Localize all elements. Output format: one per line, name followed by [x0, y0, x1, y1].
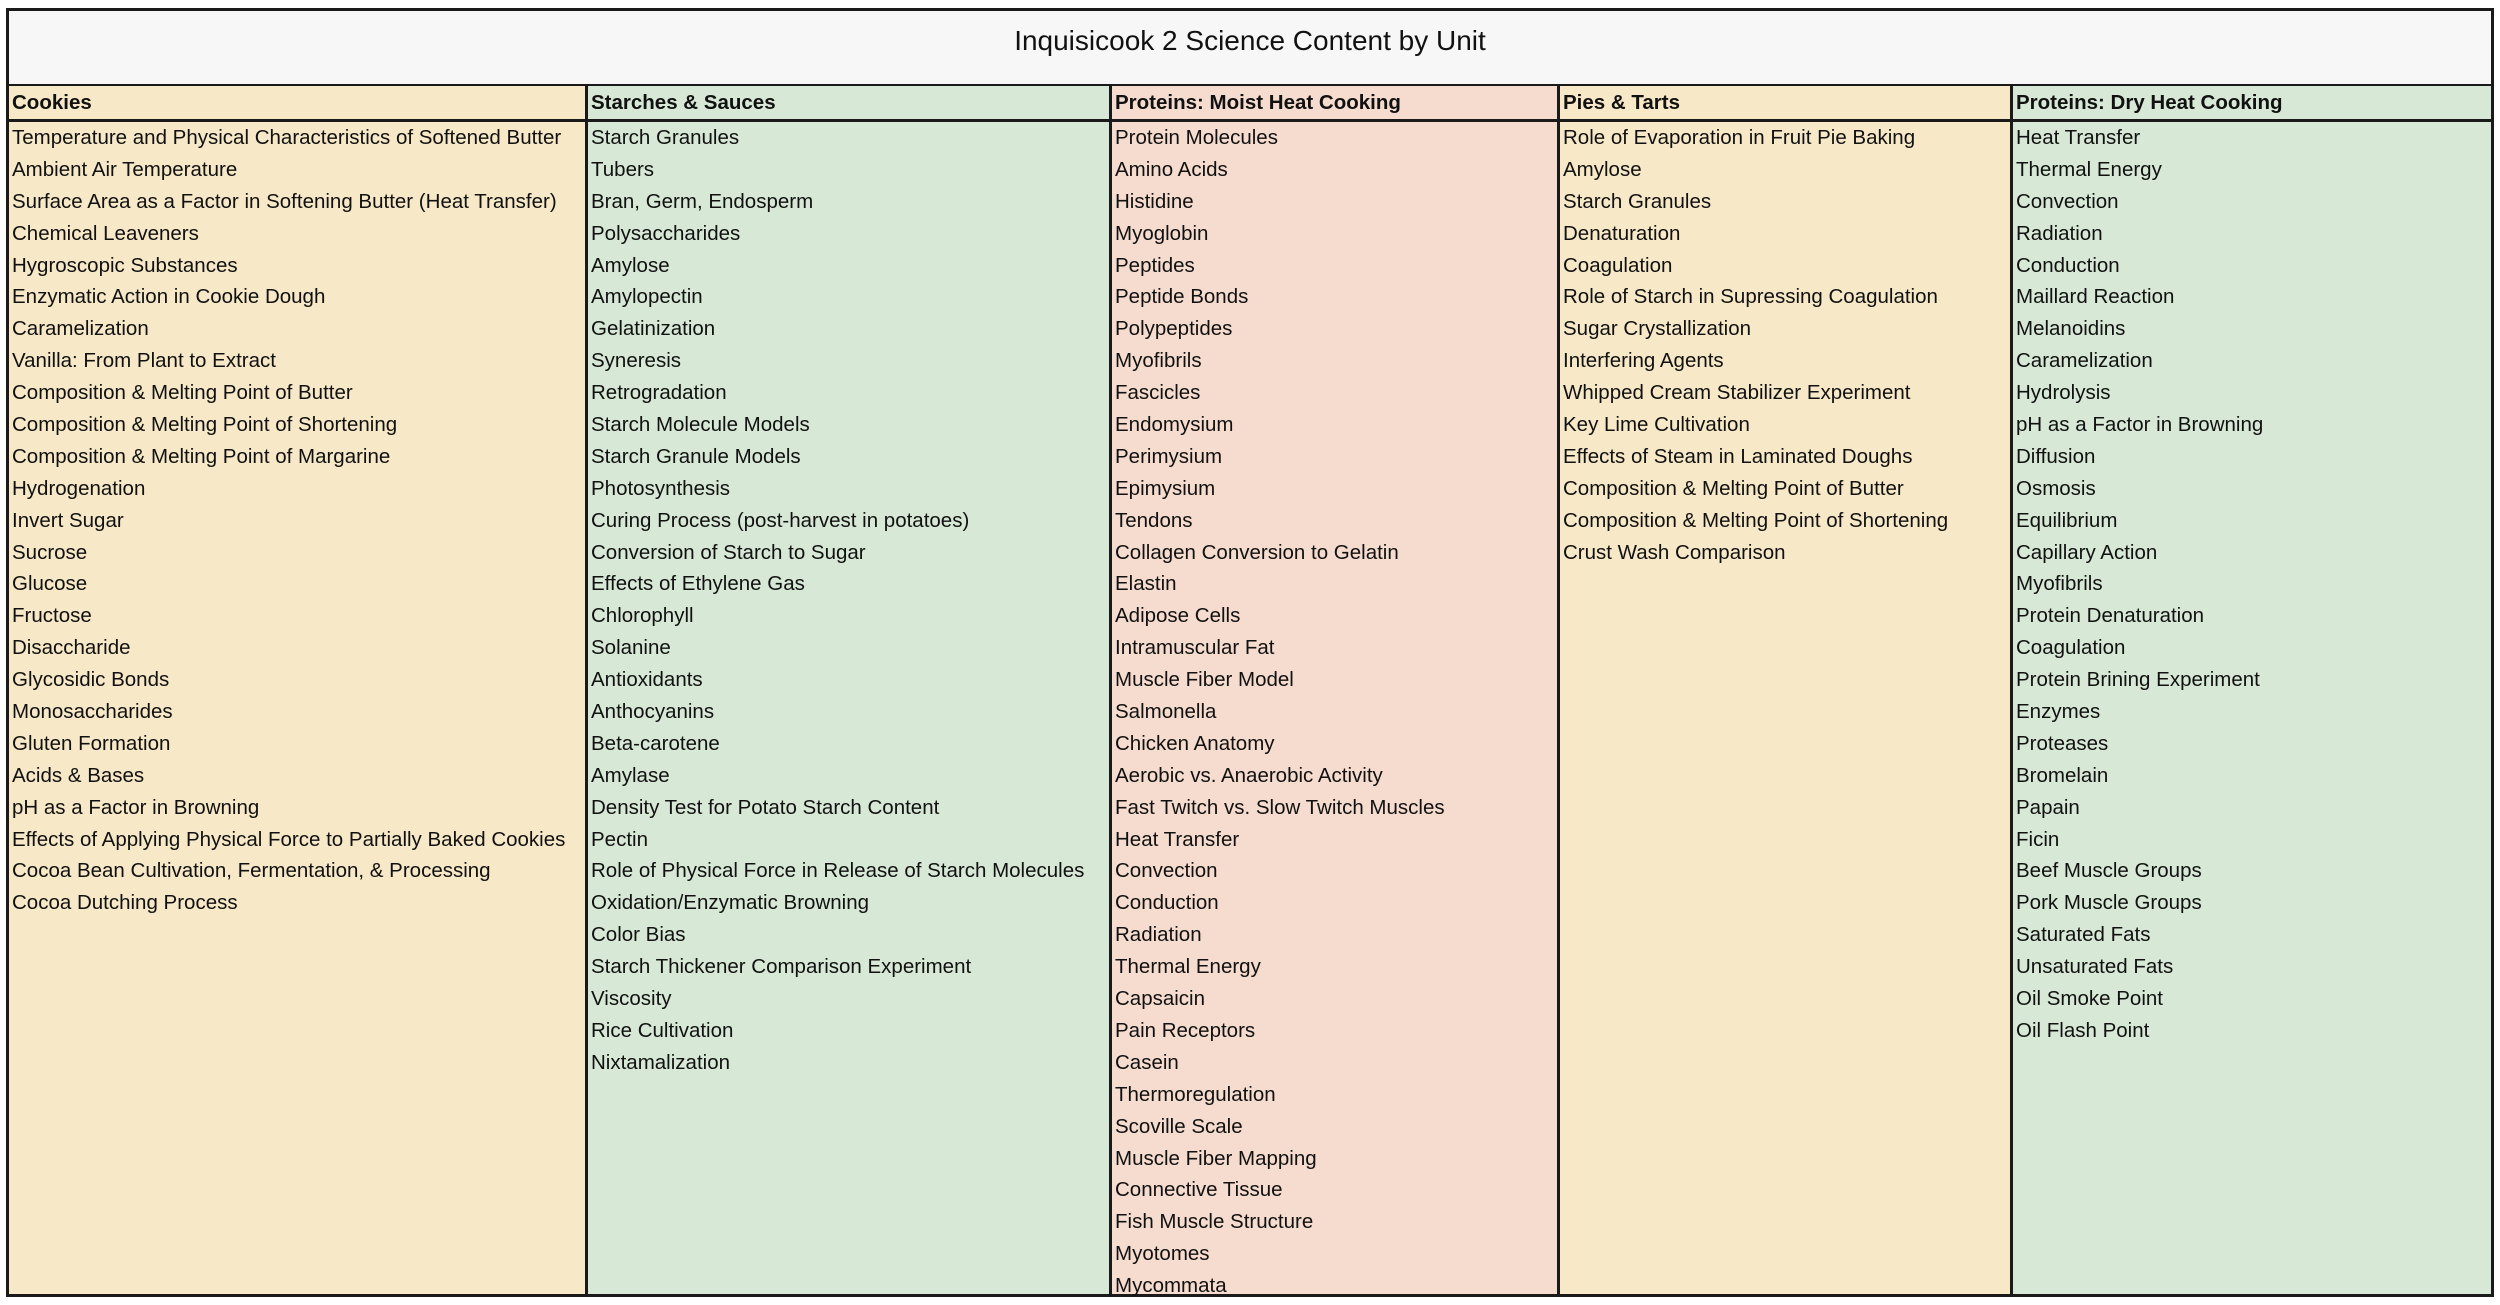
column-pies-tarts	[1560, 86, 2013, 1294]
topic-cell[interactable]: Curing Process (post-harvest in potatoes)	[591, 508, 970, 532]
topic-cell[interactable]: Gelatinization	[591, 317, 716, 341]
topic-cell[interactable]: Casein	[1115, 1050, 1179, 1074]
column-starches-sauces	[588, 86, 1112, 1294]
topic-cell[interactable]: Diffusion	[2016, 444, 2096, 468]
topic-cell[interactable]: Perimysium	[1115, 444, 1223, 468]
topic-cell[interactable]: Enzymes	[2016, 700, 2101, 724]
topic-list-cookies	[9, 122, 585, 919]
topic-cell[interactable]: Radiation	[1115, 923, 1202, 947]
topic-cell[interactable]: Composition & Melting Point of Butter	[12, 381, 353, 405]
topic-cell[interactable]: Oxidation/Enzymatic Browning	[591, 891, 870, 915]
topic-cell[interactable]: Fructose	[12, 604, 92, 628]
topic-cell[interactable]: Effects of Steam in Laminated Doughs	[1563, 444, 1913, 468]
topic-cell[interactable]: Conduction	[1115, 891, 1219, 915]
topic-cell[interactable]: Color Bias	[591, 923, 686, 947]
topic-cell[interactable]: Composition & Melting Point of Margarine	[12, 444, 391, 468]
topic-cell[interactable]: Photosynthesis	[591, 476, 731, 500]
topic-cell[interactable]: Peptide Bonds	[1115, 285, 1249, 309]
topic-cell[interactable]: Temperature and Physical Characteristics of Softened Butter	[12, 126, 562, 149]
topic-cell[interactable]: Protein Molecules	[1115, 126, 1278, 149]
topic-cell[interactable]: Key Lime Cultivation	[1563, 413, 1750, 437]
topic-cell[interactable]: Coagulation	[1563, 253, 1673, 277]
topic-cell[interactable]: Ficin	[2016, 827, 2060, 851]
topic-cell[interactable]: Muscle Fiber Model	[1115, 668, 1294, 692]
topic-cell[interactable]: Pain Receptors	[1115, 1018, 1256, 1042]
topic-cell[interactable]: Conversion of Starch to Sugar	[591, 540, 866, 564]
topic-cell[interactable]: Fascicles	[1115, 381, 1201, 405]
topic-cell[interactable]: Heat Transfer	[1115, 827, 1240, 851]
topic-cell[interactable]: Viscosity	[591, 987, 672, 1011]
topic-cell[interactable]: Myoglobin	[1115, 221, 1209, 245]
topic-cell[interactable]: Elastin	[1115, 572, 1177, 596]
topic-cell[interactable]: Effects of Ethylene Gas	[591, 572, 805, 596]
topic-cell[interactable]: Epimysium	[1115, 476, 1216, 500]
topic-cell[interactable]: Mycommata	[1115, 1274, 1227, 1298]
topic-cell[interactable]: Pork Muscle Groups	[2016, 891, 2202, 915]
topic-cell[interactable]: Equilibrium	[2016, 508, 2118, 532]
topic-cell[interactable]: Conduction	[2016, 253, 2120, 277]
topic-cell[interactable]: Polysaccharides	[591, 221, 741, 245]
topic-cell[interactable]: Caramelization	[2016, 349, 2153, 373]
topic-cell[interactable]: Denaturation	[1563, 221, 1681, 245]
topic-cell[interactable]: Amylose	[591, 253, 670, 277]
topic-cell[interactable]: Protein Denaturation	[2016, 604, 2205, 628]
topic-cell[interactable]: Solanine	[591, 636, 671, 660]
topic-cell[interactable]: Thermoregulation	[1115, 1082, 1276, 1106]
topic-cell[interactable]: Starch Molecule Models	[591, 413, 810, 437]
topic-cell[interactable]: Adipose Cells	[1115, 604, 1241, 628]
topic-cell[interactable]: Capillary Action	[2016, 540, 2158, 564]
topic-cell[interactable]: Monosaccharides	[12, 700, 173, 724]
topic-cell[interactable]: Melanoidins	[2016, 317, 2126, 341]
column-header-proteins-moist-heat[interactable]: Proteins: Moist Heat Cooking	[1112, 86, 1557, 122]
column-header-starches-sauces[interactable]: Starches & Sauces	[588, 86, 1109, 122]
topic-cell[interactable]: Radiation	[2016, 221, 2103, 245]
topic-cell[interactable]: Heat Transfer	[2016, 126, 2141, 149]
topic-cell[interactable]: Connective Tissue	[1115, 1178, 1283, 1202]
topic-cell[interactable]: Composition & Melting Point of Butter	[1563, 476, 1904, 500]
topic-cell[interactable]: Histidine	[1115, 189, 1194, 213]
sheet-title: Inquisicook 2 Science Content by Unit	[1014, 24, 1486, 56]
topic-cell[interactable]: Role of Evaporation in Fruit Pie Baking	[1563, 126, 1916, 149]
topic-cell[interactable]: Retrogradation	[591, 381, 727, 405]
topic-cell[interactable]: Papain	[2016, 795, 2080, 819]
topic-cell[interactable]: Composition & Melting Point of Shortening	[12, 413, 398, 437]
topic-cell[interactable]: Hygroscopic Substances	[12, 253, 238, 277]
topic-cell[interactable]: Amylase	[591, 763, 670, 787]
topic-cell[interactable]: Composition & Melting Point of Shortening	[1563, 508, 1949, 532]
topic-cell[interactable]: Chlorophyll	[591, 604, 694, 628]
topic-cell[interactable]: Sucrose	[12, 540, 88, 564]
topic-list-starches-sauces	[588, 122, 1109, 1079]
topic-cell[interactable]: Myotomes	[1115, 1242, 1210, 1266]
topic-cell[interactable]: Antioxidants	[591, 668, 703, 692]
topic-list-pies-tarts	[1560, 122, 2010, 568]
column-header-cookies[interactable]: Cookies	[9, 86, 585, 122]
topic-list-proteins-moist-heat	[1112, 122, 1557, 1302]
column-header-pies-tarts[interactable]: Pies & Tarts	[1560, 86, 2010, 122]
topic-cell[interactable]: Starch Thickener Comparison Experiment	[591, 955, 972, 979]
topic-cell[interactable]: Anthocyanins	[591, 700, 715, 724]
topic-cell[interactable]: Whipped Cream Stabilizer Experiment	[1563, 381, 1911, 405]
topic-cell[interactable]: Cocoa Bean Cultivation, Fermentation, & Processing	[12, 859, 491, 883]
topic-cell[interactable]: Hydrogenation	[12, 476, 146, 500]
topic-cell[interactable]: Ambient Air Temperature	[12, 157, 238, 181]
unit-columns	[9, 86, 2491, 1298]
topic-cell[interactable]: Surface Area as a Factor in Softening Butter (Heat Transfer)	[12, 189, 557, 213]
topic-cell[interactable]: Convection	[2016, 189, 2119, 213]
topic-cell[interactable]: Density Test for Potato Starch Content	[591, 795, 940, 819]
topic-cell[interactable]: Proteases	[2016, 731, 2109, 755]
topic-cell[interactable]: Aerobic vs. Anaerobic Activity	[1115, 763, 1383, 787]
topic-cell[interactable]: Cocoa Dutching Process	[12, 891, 238, 915]
topic-cell[interactable]: Interfering Agents	[1563, 349, 1724, 373]
topic-cell[interactable]: Bromelain	[2016, 763, 2109, 787]
column-cookies	[9, 86, 588, 1294]
column-proteins-moist-heat	[1112, 86, 1560, 1298]
topic-cell[interactable]: Amylose	[1563, 157, 1642, 181]
topic-cell[interactable]: Starch Granules	[591, 126, 740, 149]
topic-cell[interactable]: Tendons	[1115, 508, 1193, 532]
topic-cell[interactable]: Glucose	[12, 572, 88, 596]
topic-cell[interactable]: Maillard Reaction	[2016, 285, 2175, 309]
topic-cell[interactable]: pH as a Factor in Browning	[12, 795, 260, 819]
topic-cell[interactable]: Vanilla: From Plant to Extract	[12, 349, 276, 373]
topic-cell[interactable]: Invert Sugar	[12, 508, 124, 532]
topic-cell[interactable]: Fast Twitch vs. Slow Twitch Muscles	[1115, 795, 1445, 819]
topic-cell[interactable]: Coagulation	[2016, 636, 2126, 660]
topic-cell[interactable]: Sugar Crystallization	[1563, 317, 1751, 341]
topic-cell[interactable]: Starch Granule Models	[591, 444, 801, 468]
topic-cell[interactable]: Collagen Conversion to Gelatin	[1115, 540, 1399, 564]
topic-cell[interactable]: Rice Cultivation	[591, 1018, 734, 1042]
topic-cell[interactable]: Beta-carotene	[591, 731, 720, 755]
topic-cell[interactable]: Intramuscular Fat	[1115, 636, 1275, 660]
spreadsheet-table	[6, 8, 2494, 1297]
topic-cell[interactable]: Chicken Anatomy	[1115, 731, 1275, 755]
topic-cell[interactable]: Role of Starch in Supressing Coagulation	[1563, 285, 1938, 309]
topic-cell[interactable]: pH as a Factor in Browning	[2016, 413, 2264, 437]
topic-cell[interactable]: Crust Wash Comparison	[1563, 540, 1786, 564]
title-cell[interactable]	[9, 11, 2491, 86]
topic-cell[interactable]: Myofibrils	[2016, 572, 2103, 596]
topic-cell[interactable]: Myofibrils	[1115, 349, 1202, 373]
topic-cell[interactable]: Amylopectin	[591, 285, 703, 309]
topic-cell[interactable]: Effects of Applying Physical Force to Partially Baked Cookies	[12, 827, 566, 851]
topic-cell[interactable]: Osmosis	[2016, 476, 2096, 500]
topic-cell[interactable]: Beef Muscle Groups	[2016, 859, 2202, 883]
column-header-proteins-dry-heat[interactable]: Proteins: Dry Heat Cooking	[2013, 86, 2491, 122]
topic-cell[interactable]: Chemical Leaveners	[12, 221, 199, 245]
topic-cell[interactable]: Nixtamalization	[591, 1050, 730, 1074]
topic-cell[interactable]: Scoville Scale	[1115, 1114, 1243, 1138]
topic-cell[interactable]: Oil Flash Point	[2016, 1018, 2150, 1042]
topic-cell[interactable]: Bran, Germ, Endosperm	[591, 189, 814, 213]
topic-cell[interactable]: Caramelization	[12, 317, 149, 341]
topic-cell[interactable]: Tubers	[591, 157, 655, 181]
topic-cell[interactable]: Oil Smoke Point	[2016, 987, 2163, 1011]
topic-list-proteins-dry-heat	[2013, 122, 2491, 1047]
topic-cell[interactable]: Thermal Energy	[1115, 955, 1261, 979]
topic-cell[interactable]: Role of Physical Force in Release of Starch Molecules	[591, 859, 1085, 883]
topic-cell[interactable]: Unsaturated Fats	[2016, 955, 2174, 979]
topic-cell[interactable]: Muscle Fiber Mapping	[1115, 1146, 1317, 1170]
topic-cell[interactable]: Amino Acids	[1115, 157, 1228, 181]
topic-cell[interactable]: Peptides	[1115, 253, 1195, 277]
topic-cell[interactable]: Hydrolysis	[2016, 381, 2111, 405]
topic-cell[interactable]: Fish Muscle Structure	[1115, 1210, 1314, 1234]
topic-cell[interactable]: Saturated Fats	[2016, 923, 2151, 947]
topic-cell[interactable]: Thermal Energy	[2016, 157, 2162, 181]
topic-cell[interactable]: Glycosidic Bonds	[12, 668, 170, 692]
topic-cell[interactable]: Protein Brining Experiment	[2016, 668, 2260, 692]
topic-cell[interactable]: Starch Granules	[1563, 189, 1712, 213]
topic-cell[interactable]: Gluten Formation	[12, 731, 171, 755]
topic-cell[interactable]: Capsaicin	[1115, 987, 1206, 1011]
topic-cell[interactable]: Enzymatic Action in Cookie Dough	[12, 285, 326, 309]
topic-cell[interactable]: Endomysium	[1115, 413, 1234, 437]
topic-cell[interactable]: Acids & Bases	[12, 763, 145, 787]
topic-cell[interactable]: Salmonella	[1115, 700, 1217, 724]
column-proteins-dry-heat	[2013, 86, 2491, 1294]
topic-cell[interactable]: Pectin	[591, 827, 648, 851]
topic-cell[interactable]: Syneresis	[591, 349, 682, 373]
topic-cell[interactable]: Polypeptides	[1115, 317, 1233, 341]
topic-cell[interactable]: Convection	[1115, 859, 1218, 883]
topic-cell[interactable]: Disaccharide	[12, 636, 131, 660]
